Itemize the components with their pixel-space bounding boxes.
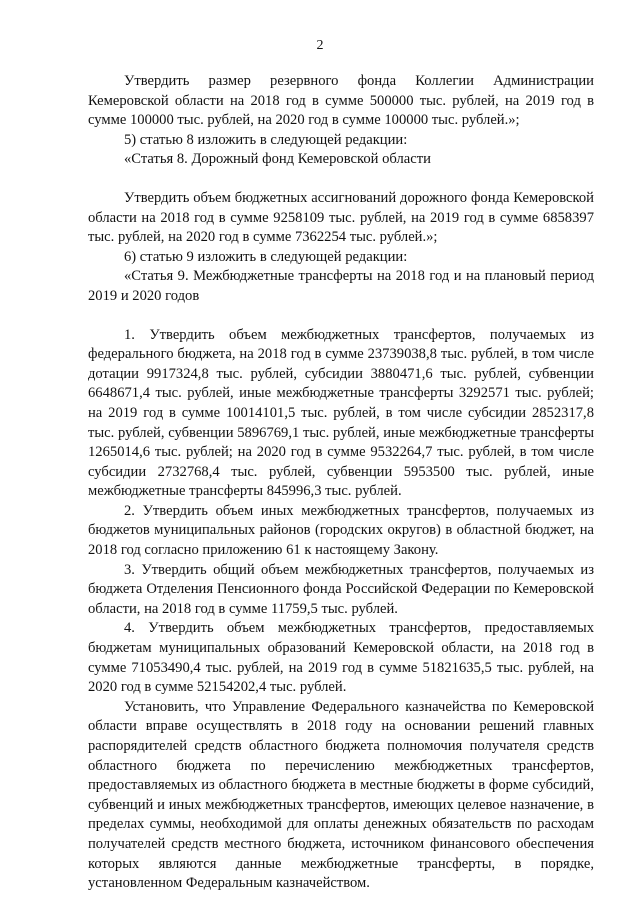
paragraph-point-4: 4. Утвердить объем межбюджетных трансфертов, предоставляемых бюджетам муниципальных образований Кемеровской области, на 2018 год в сумме 71053490,4 тыс. рублей, на 2019 год в сумме 51821635,5 тыс. рублей, на 2020 год в сумме 52154202,4 тыс. рублей. xyxy=(88,620,594,696)
paragraph-point-3: 3. Утвердить общий объем межбюджетных трансфертов, получаемых из бюджета Отделения Пенсионного фонда Российской Федерации по Кемеровской области, на 2018 год в сумме 11759,5 тыс. рублей. xyxy=(88,561,594,617)
article-9-heading: «Статья 9. Межбюджетные трансферты на 2018 год и на плановый период 2019 и 2020 годов xyxy=(88,268,594,304)
paragraph-road-fund: Утвердить объем бюджетных ассигнований дорожного фонда Кемеровской области на 2018 год в сумме 9258109 тыс. рублей, на 2019 год в сумме 6858397 тыс. рублей, на 2020 год в сумме 7362254 тыс. рублей.»; xyxy=(88,189,594,246)
spacer xyxy=(88,307,594,326)
paragraph-treasury: Установить, что Управление Федерального казначейства по Кемеровской области вправе осуществлять в 2018 году на основании решений главных распорядителей средств областного бюджета полномочия получателя средств областного бюджета по перечислению межбюджетных трансфертов, предоставляемых из областного бюджета в местные бюджеты в форме субсидий, субвенций и иных межбюджетных трансфертов, имеющих целевое назначение, в пределах суммы, необходимой для оплаты денежных обязательств по расходам получателей средств местного бюджета, источником финансового обеспечения которых являются данные межбюджетные трансферты, в порядке, установленном Федеральным казначейством. xyxy=(88,698,594,892)
spacer xyxy=(88,170,594,189)
page-number: 2 xyxy=(316,38,324,53)
document-body xyxy=(88,72,594,894)
paragraph-reserve-fund: Утвердить размер резервного фонда Коллегии Администрации Кемеровской области на 2018 год в сумме 500000 тыс. рублей, на 2019 год в сумме 100000 тыс. рублей, на 2020 год в сумме 100000 тыс. рублей.»; xyxy=(88,73,594,129)
paragraph-item-6: 6) статью 9 изложить в следующей редакции: xyxy=(124,248,408,265)
paragraph-item-5: 5) статью 8 изложить в следующей редакции: xyxy=(124,131,408,148)
article-8-heading: «Статья 8. Дорожный фонд Кемеровской области xyxy=(124,151,431,168)
paragraph-point-2: 2. Утвердить объем иных межбюджетных трансфертов, получаемых из бюджетов муниципальных районов (городских округов) в областной бюджет, на 2018 год согласно приложению 61 к настоящему Закону. xyxy=(88,502,594,559)
paragraph-point-1: 1. Утвердить объем межбюджетных трансфертов, получаемых из федерального бюджета, на 2018 год в сумме 23739038,8 тыс. рублей, в том числе дотации 9917324,8 тыс. рублей, субсидии 3880471,6 тыс. рублей, субвенции 6648671,4 тыс. рублей, иные межбюджетные трансферты 3292571 тыс. рублей; на 2019 год в сумме 10014101,5 тыс. рублей, в том числе субсидии 2852317,8 тыс. рублей, субвенции 5896769,1 тыс. рублей, иные межбюджетные трансферты 1265014,6 тыс. рублей; на 2020 год в сумме 9532264,7 тыс. рублей, в том числе субсидии 2732768,4 тыс. рублей, субвенции 5953500 тыс. рублей, иные межбюджетные трансферты 845996,3 тыс. рублей. xyxy=(88,326,594,500)
